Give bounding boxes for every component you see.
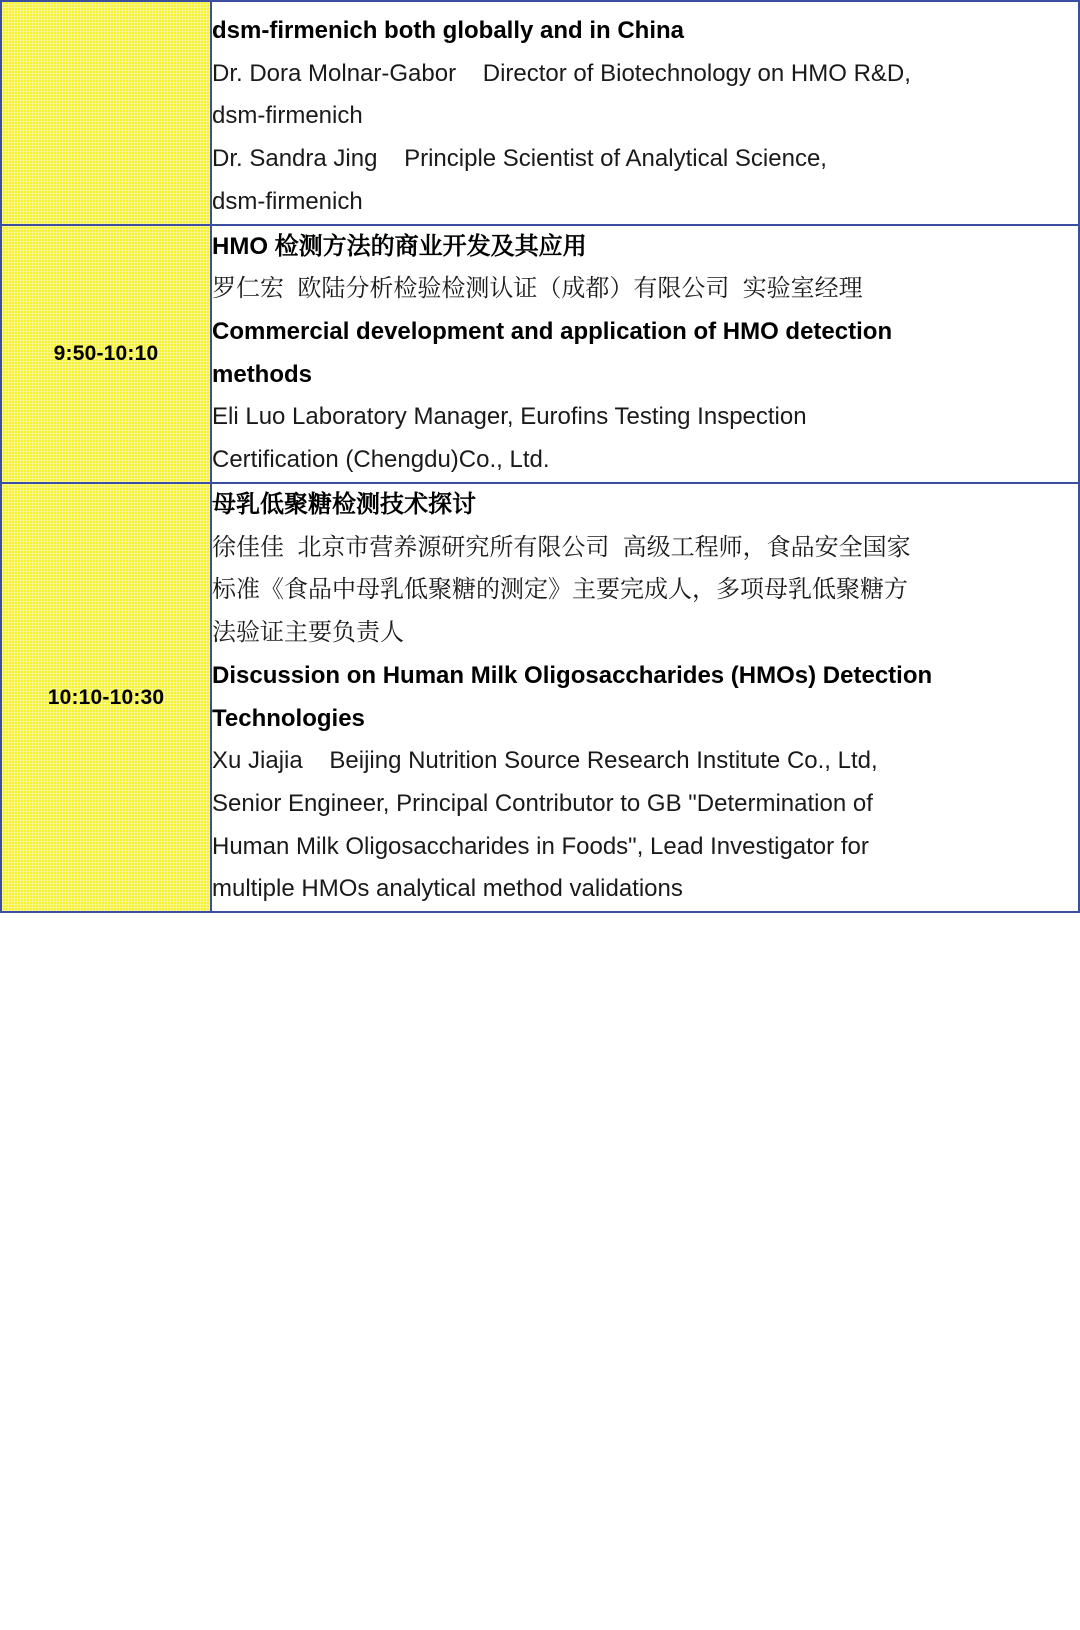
session-speaker-line: Xu Jiajia Beijing Nutrition Source Research Institute Co., Ltd, bbox=[212, 747, 878, 775]
session-speaker-line: Eli Luo Laboratory Manager, Eurofins Testing Inspection bbox=[212, 403, 807, 431]
session-speaker-line: dsm-firmenich bbox=[212, 187, 363, 215]
session-content-cell bbox=[211, 225, 1079, 483]
session-content-cell bbox=[211, 1, 1079, 225]
session-speaker-line: Dr. Dora Molnar-Gabor Director of Biotechnology on HMO R&D, bbox=[212, 59, 911, 87]
session-speaker-line: 徐佳佳 北京市营养源研究所有限公司 高级工程师，食品安全国家 bbox=[212, 533, 911, 561]
session-speaker-line: Dr. Sandra Jing Principle Scientist of Analytical Science, bbox=[212, 145, 827, 173]
table-row bbox=[1, 483, 1079, 912]
time-slot-label: 10:10-10:30 bbox=[47, 685, 165, 709]
session-speaker-line: Human Milk Oligosaccharides in Foods", Lead Investigator for bbox=[212, 832, 869, 860]
session-content-cell bbox=[211, 483, 1079, 912]
session-speaker-line: 罗仁宏 欧陆分析检验检测认证（成都）有限公司 实验室经理 bbox=[212, 275, 863, 303]
session-speaker-line: dsm-firmenich bbox=[212, 102, 363, 130]
session-title-line: dsm-firmenich both globally and in China bbox=[212, 17, 685, 44]
session-speaker-line: 标准《食品中母乳低聚糖的测定》主要完成人，多项母乳低聚糖方 bbox=[212, 576, 908, 604]
session-title-line: Commercial development and application of HMO detection bbox=[212, 318, 893, 346]
table-row bbox=[1, 225, 1079, 483]
time-slot-cell bbox=[1, 225, 211, 483]
time-slot-cell bbox=[1, 1, 211, 225]
session-title-line: methods bbox=[212, 360, 313, 388]
session-title-line: Discussion on Human Milk Oligosaccharides (HMOs) Detection bbox=[212, 661, 933, 689]
session-speaker-line: 法验证主要负责人 bbox=[212, 619, 404, 647]
session-speaker-line: Certification (Chengdu)Co., Ltd. bbox=[212, 446, 550, 474]
session-title-line: Technologies bbox=[212, 704, 365, 732]
session-title-line: 母乳低聚糖检测技术探讨 bbox=[212, 490, 476, 518]
time-slot-cell bbox=[1, 483, 211, 912]
session-speaker-line: multiple HMOs analytical method validations bbox=[212, 875, 683, 903]
table-row bbox=[1, 1, 1079, 225]
agenda-table-body bbox=[1, 1, 1079, 912]
time-slot-label: 9:50-10:10 bbox=[53, 341, 159, 365]
session-speaker-line: Senior Engineer, Principal Contributor to GB "Determination of bbox=[212, 789, 873, 817]
session-title-line: HMO 检测方法的商业开发及其应用 bbox=[212, 232, 587, 260]
